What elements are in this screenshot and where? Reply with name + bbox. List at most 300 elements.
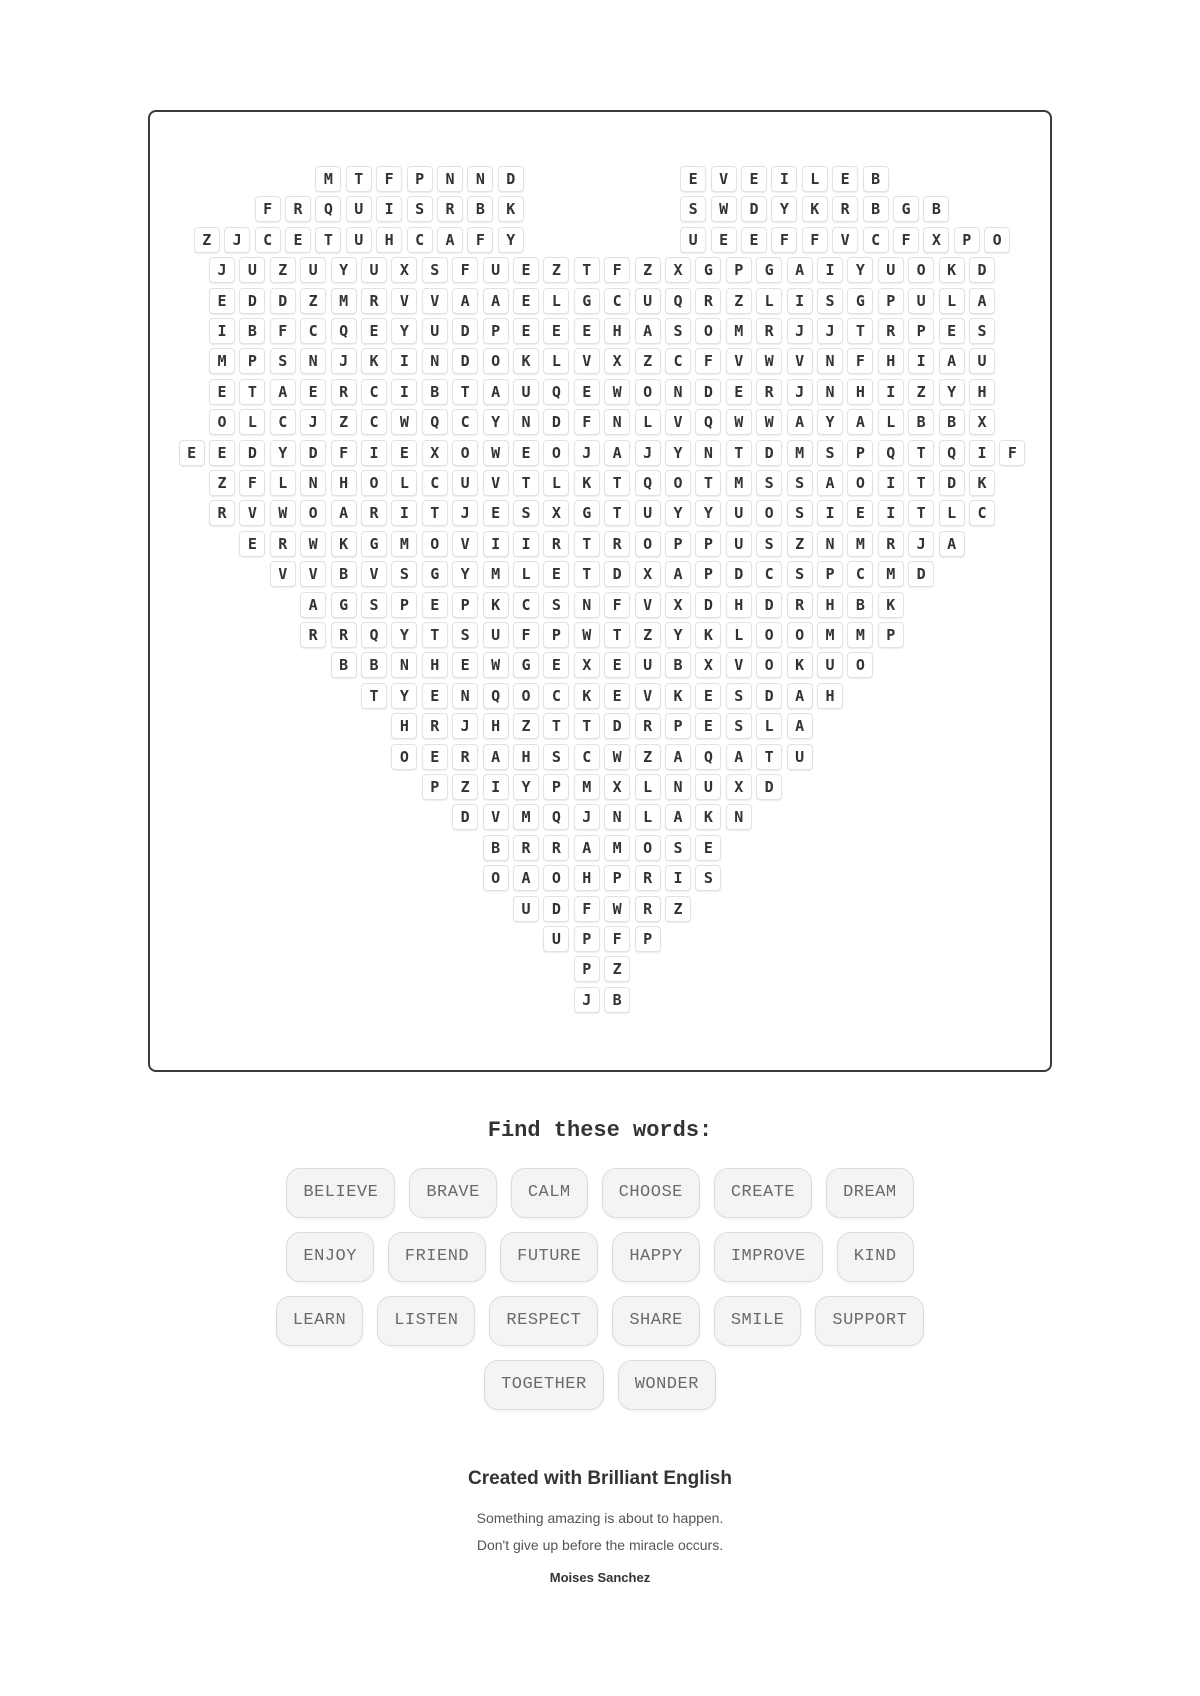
letter-cell[interactable]: H bbox=[513, 744, 539, 770]
letter-cell[interactable]: T bbox=[422, 622, 448, 648]
letter-cell[interactable]: Y bbox=[391, 622, 417, 648]
letter-cell[interactable]: H bbox=[604, 318, 630, 344]
letter-cell[interactable]: V bbox=[361, 561, 387, 587]
letter-cell[interactable]: O bbox=[635, 379, 661, 405]
letter-cell[interactable]: D bbox=[695, 379, 721, 405]
letter-cell[interactable]: P bbox=[239, 348, 265, 374]
letter-cell[interactable]: L bbox=[635, 409, 661, 435]
letter-cell[interactable]: T bbox=[604, 500, 630, 526]
letter-cell[interactable]: O bbox=[847, 652, 873, 678]
letter-cell[interactable]: W bbox=[604, 896, 630, 922]
letter-cell[interactable]: D bbox=[695, 592, 721, 618]
letter-cell[interactable]: R bbox=[832, 196, 858, 222]
letter-cell[interactable]: X bbox=[574, 652, 600, 678]
letter-cell[interactable]: P bbox=[574, 956, 600, 982]
letter-cell[interactable]: P bbox=[847, 440, 873, 466]
letter-cell[interactable]: B bbox=[604, 987, 630, 1013]
letter-cell[interactable]: Y bbox=[498, 227, 524, 253]
letter-cell[interactable]: E bbox=[209, 288, 235, 314]
letter-cell[interactable]: Q bbox=[483, 683, 509, 709]
letter-cell[interactable]: N bbox=[665, 774, 691, 800]
letter-cell[interactable]: E bbox=[939, 318, 965, 344]
letter-cell[interactable]: J bbox=[787, 379, 813, 405]
letter-cell[interactable]: F bbox=[270, 318, 296, 344]
letter-cell[interactable]: J bbox=[452, 713, 478, 739]
letter-cell[interactable]: E bbox=[513, 288, 539, 314]
letter-cell[interactable]: I bbox=[878, 379, 904, 405]
letter-cell[interactable]: M bbox=[787, 440, 813, 466]
letter-cell[interactable]: F bbox=[604, 257, 630, 283]
letter-cell[interactable]: T bbox=[422, 500, 448, 526]
letter-cell[interactable]: Z bbox=[635, 348, 661, 374]
letter-cell[interactable]: H bbox=[376, 227, 402, 253]
letter-cell[interactable]: C bbox=[361, 379, 387, 405]
letter-cell[interactable]: M bbox=[209, 348, 235, 374]
letter-cell[interactable]: B bbox=[863, 166, 889, 192]
letter-cell[interactable]: Q bbox=[635, 470, 661, 496]
letter-cell[interactable]: Y bbox=[665, 440, 691, 466]
letter-cell[interactable]: E bbox=[239, 531, 265, 557]
letter-cell[interactable]: U bbox=[543, 926, 569, 952]
letter-cell[interactable]: R bbox=[695, 288, 721, 314]
letter-cell[interactable]: A bbox=[969, 288, 995, 314]
letter-cell[interactable]: I bbox=[483, 531, 509, 557]
letter-cell[interactable]: A bbox=[665, 804, 691, 830]
letter-cell[interactable]: H bbox=[969, 379, 995, 405]
letter-cell[interactable]: M bbox=[726, 318, 752, 344]
letter-cell[interactable]: S bbox=[407, 196, 433, 222]
letter-cell[interactable]: Z bbox=[452, 774, 478, 800]
letter-cell[interactable]: N bbox=[391, 652, 417, 678]
letter-cell[interactable]: C bbox=[665, 348, 691, 374]
letter-cell[interactable]: Q bbox=[543, 804, 569, 830]
letter-cell[interactable]: C bbox=[407, 227, 433, 253]
letter-cell[interactable]: D bbox=[270, 288, 296, 314]
letter-cell[interactable]: L bbox=[878, 409, 904, 435]
letter-cell[interactable]: E bbox=[513, 440, 539, 466]
letter-cell[interactable]: V bbox=[483, 470, 509, 496]
letter-cell[interactable]: T bbox=[604, 470, 630, 496]
letter-cell[interactable]: M bbox=[331, 288, 357, 314]
letter-cell[interactable]: O bbox=[483, 348, 509, 374]
letter-cell[interactable]: D bbox=[452, 318, 478, 344]
letter-cell[interactable]: B bbox=[939, 409, 965, 435]
letter-cell[interactable]: L bbox=[543, 348, 569, 374]
letter-cell[interactable]: A bbox=[483, 288, 509, 314]
letter-cell[interactable]: J bbox=[787, 318, 813, 344]
letter-cell[interactable]: W bbox=[574, 622, 600, 648]
letter-cell[interactable]: N bbox=[300, 470, 326, 496]
letter-cell[interactable]: D bbox=[756, 592, 782, 618]
letter-cell[interactable]: Z bbox=[604, 956, 630, 982]
letter-cell[interactable]: E bbox=[483, 500, 509, 526]
letter-cell[interactable]: E bbox=[604, 683, 630, 709]
letter-cell[interactable]: L bbox=[756, 713, 782, 739]
letter-cell[interactable]: U bbox=[787, 744, 813, 770]
letter-cell[interactable]: V bbox=[270, 561, 296, 587]
letter-cell[interactable]: O bbox=[483, 865, 509, 891]
letter-cell[interactable]: R bbox=[635, 865, 661, 891]
letter-cell[interactable]: P bbox=[695, 561, 721, 587]
letter-cell[interactable]: E bbox=[680, 166, 706, 192]
letter-cell[interactable]: E bbox=[543, 561, 569, 587]
letter-cell[interactable]: P bbox=[574, 926, 600, 952]
letter-cell[interactable]: T bbox=[695, 470, 721, 496]
letter-cell[interactable]: Z bbox=[635, 257, 661, 283]
letter-cell[interactable]: V bbox=[726, 348, 752, 374]
letter-cell[interactable]: G bbox=[893, 196, 919, 222]
letter-cell[interactable]: U bbox=[726, 500, 752, 526]
letter-cell[interactable]: U bbox=[513, 896, 539, 922]
letter-cell[interactable]: E bbox=[695, 713, 721, 739]
letter-cell[interactable]: D bbox=[604, 713, 630, 739]
letter-cell[interactable]: Y bbox=[665, 500, 691, 526]
letter-cell[interactable]: M bbox=[817, 622, 843, 648]
letter-cell[interactable]: U bbox=[361, 257, 387, 283]
letter-cell[interactable]: S bbox=[361, 592, 387, 618]
letter-cell[interactable]: J bbox=[300, 409, 326, 435]
letter-cell[interactable]: I bbox=[209, 318, 235, 344]
letter-cell[interactable]: O bbox=[756, 500, 782, 526]
letter-cell[interactable]: S bbox=[787, 470, 813, 496]
letter-cell[interactable]: F bbox=[574, 409, 600, 435]
letter-cell[interactable]: G bbox=[847, 288, 873, 314]
letter-cell[interactable]: E bbox=[847, 500, 873, 526]
letter-cell[interactable]: P bbox=[726, 257, 752, 283]
letter-cell[interactable]: Q bbox=[331, 318, 357, 344]
letter-cell[interactable]: K bbox=[695, 804, 721, 830]
letter-cell[interactable]: N bbox=[467, 166, 493, 192]
letter-cell[interactable]: A bbox=[665, 561, 691, 587]
letter-cell[interactable]: E bbox=[741, 227, 767, 253]
letter-cell[interactable]: D bbox=[543, 896, 569, 922]
letter-cell[interactable]: J bbox=[574, 987, 600, 1013]
letter-cell[interactable]: O bbox=[756, 652, 782, 678]
letter-cell[interactable]: O bbox=[543, 865, 569, 891]
letter-cell[interactable]: H bbox=[726, 592, 752, 618]
letter-cell[interactable]: M bbox=[513, 804, 539, 830]
letter-cell[interactable]: U bbox=[513, 379, 539, 405]
letter-cell[interactable]: Q bbox=[695, 744, 721, 770]
letter-cell[interactable]: X bbox=[422, 440, 448, 466]
letter-cell[interactable]: M bbox=[847, 622, 873, 648]
letter-cell[interactable]: R bbox=[422, 713, 448, 739]
letter-cell[interactable]: L bbox=[635, 774, 661, 800]
letter-cell[interactable]: A bbox=[787, 713, 813, 739]
letter-cell[interactable]: T bbox=[847, 318, 873, 344]
letter-cell[interactable]: M bbox=[847, 531, 873, 557]
letter-cell[interactable]: E bbox=[726, 379, 752, 405]
letter-cell[interactable]: Z bbox=[300, 288, 326, 314]
letter-cell[interactable]: K bbox=[498, 196, 524, 222]
letter-cell[interactable]: U bbox=[695, 774, 721, 800]
letter-cell[interactable]: W bbox=[483, 652, 509, 678]
letter-cell[interactable]: C bbox=[361, 409, 387, 435]
letter-cell[interactable]: N bbox=[574, 592, 600, 618]
letter-cell[interactable]: S bbox=[969, 318, 995, 344]
letter-cell[interactable]: P bbox=[543, 622, 569, 648]
letter-cell[interactable]: D bbox=[939, 470, 965, 496]
letter-cell[interactable]: A bbox=[787, 409, 813, 435]
letter-cell[interactable]: E bbox=[209, 379, 235, 405]
letter-cell[interactable]: E bbox=[832, 166, 858, 192]
letter-cell[interactable]: O bbox=[300, 500, 326, 526]
letter-cell[interactable]: P bbox=[391, 592, 417, 618]
letter-cell[interactable]: R bbox=[361, 500, 387, 526]
letter-cell[interactable]: Q bbox=[878, 440, 904, 466]
letter-cell[interactable]: B bbox=[467, 196, 493, 222]
letter-cell[interactable]: D bbox=[604, 561, 630, 587]
letter-cell[interactable]: G bbox=[422, 561, 448, 587]
letter-cell[interactable]: Y bbox=[695, 500, 721, 526]
letter-cell[interactable]: U bbox=[483, 257, 509, 283]
letter-cell[interactable]: O bbox=[543, 440, 569, 466]
letter-cell[interactable]: A bbox=[437, 227, 463, 253]
letter-cell[interactable]: G bbox=[361, 531, 387, 557]
letter-cell[interactable]: C bbox=[452, 409, 478, 435]
letter-cell[interactable]: C bbox=[422, 470, 448, 496]
letter-cell[interactable]: T bbox=[513, 470, 539, 496]
letter-cell[interactable]: H bbox=[391, 713, 417, 739]
letter-cell[interactable]: N bbox=[817, 348, 843, 374]
letter-cell[interactable]: E bbox=[513, 318, 539, 344]
letter-cell[interactable]: Y bbox=[817, 409, 843, 435]
letter-cell[interactable]: R bbox=[300, 622, 326, 648]
letter-cell[interactable]: X bbox=[969, 409, 995, 435]
letter-cell[interactable]: R bbox=[209, 500, 235, 526]
letter-cell[interactable]: X bbox=[604, 348, 630, 374]
letter-cell[interactable]: T bbox=[574, 531, 600, 557]
letter-cell[interactable]: A bbox=[452, 288, 478, 314]
letter-cell[interactable]: U bbox=[969, 348, 995, 374]
letter-cell[interactable]: C bbox=[969, 500, 995, 526]
letter-cell[interactable]: I bbox=[391, 348, 417, 374]
letter-cell[interactable]: I bbox=[665, 865, 691, 891]
letter-cell[interactable]: N bbox=[695, 440, 721, 466]
letter-cell[interactable]: T bbox=[543, 713, 569, 739]
letter-cell[interactable]: O bbox=[787, 622, 813, 648]
letter-cell[interactable]: K bbox=[802, 196, 828, 222]
letter-cell[interactable]: J bbox=[635, 440, 661, 466]
letter-cell[interactable]: W bbox=[756, 409, 782, 435]
letter-cell[interactable]: L bbox=[635, 804, 661, 830]
letter-cell[interactable]: X bbox=[665, 592, 691, 618]
letter-cell[interactable]: P bbox=[483, 318, 509, 344]
letter-cell[interactable]: R bbox=[331, 379, 357, 405]
letter-cell[interactable]: K bbox=[574, 470, 600, 496]
letter-cell[interactable]: D bbox=[543, 409, 569, 435]
letter-cell[interactable]: C bbox=[513, 592, 539, 618]
letter-cell[interactable]: V bbox=[483, 804, 509, 830]
letter-cell[interactable]: A bbox=[635, 318, 661, 344]
letter-cell[interactable]: A bbox=[574, 835, 600, 861]
letter-cell[interactable]: E bbox=[422, 683, 448, 709]
letter-cell[interactable]: N bbox=[817, 531, 843, 557]
letter-cell[interactable]: N bbox=[604, 804, 630, 830]
letter-cell[interactable]: V bbox=[635, 592, 661, 618]
letter-cell[interactable]: L bbox=[726, 622, 752, 648]
letter-cell[interactable]: L bbox=[270, 470, 296, 496]
letter-cell[interactable]: S bbox=[543, 592, 569, 618]
letter-cell[interactable]: Z bbox=[543, 257, 569, 283]
letter-cell[interactable]: S bbox=[270, 348, 296, 374]
letter-cell[interactable]: S bbox=[817, 288, 843, 314]
letter-cell[interactable]: A bbox=[483, 379, 509, 405]
letter-cell[interactable]: G bbox=[331, 592, 357, 618]
letter-cell[interactable]: O bbox=[984, 227, 1010, 253]
letter-cell[interactable]: Y bbox=[391, 318, 417, 344]
letter-cell[interactable]: W bbox=[756, 348, 782, 374]
letter-cell[interactable]: C bbox=[270, 409, 296, 435]
letter-cell[interactable]: L bbox=[756, 288, 782, 314]
letter-cell[interactable]: B bbox=[863, 196, 889, 222]
letter-cell[interactable]: P bbox=[878, 622, 904, 648]
letter-cell[interactable]: E bbox=[391, 440, 417, 466]
letter-cell[interactable]: B bbox=[331, 652, 357, 678]
letter-cell[interactable]: S bbox=[543, 744, 569, 770]
letter-cell[interactable]: J bbox=[209, 257, 235, 283]
letter-cell[interactable]: V bbox=[422, 288, 448, 314]
letter-cell[interactable]: B bbox=[361, 652, 387, 678]
letter-cell[interactable]: C bbox=[756, 561, 782, 587]
letter-cell[interactable]: Y bbox=[483, 409, 509, 435]
letter-cell[interactable]: N bbox=[665, 379, 691, 405]
letter-cell[interactable]: F bbox=[513, 622, 539, 648]
letter-cell[interactable]: T bbox=[756, 744, 782, 770]
letter-cell[interactable]: J bbox=[574, 440, 600, 466]
letter-cell[interactable]: E bbox=[422, 592, 448, 618]
letter-cell[interactable]: N bbox=[817, 379, 843, 405]
letter-cell[interactable]: Q bbox=[665, 288, 691, 314]
letter-cell[interactable]: S bbox=[513, 500, 539, 526]
letter-cell[interactable]: A bbox=[270, 379, 296, 405]
letter-cell[interactable]: E bbox=[543, 318, 569, 344]
letter-cell[interactable]: U bbox=[483, 622, 509, 648]
letter-cell[interactable]: I bbox=[376, 196, 402, 222]
letter-cell[interactable]: V bbox=[832, 227, 858, 253]
letter-cell[interactable]: Z bbox=[635, 744, 661, 770]
letter-cell[interactable]: S bbox=[422, 257, 448, 283]
letter-cell[interactable]: F bbox=[999, 440, 1025, 466]
letter-cell[interactable]: F bbox=[802, 227, 828, 253]
letter-cell[interactable]: U bbox=[452, 470, 478, 496]
letter-cell[interactable]: A bbox=[817, 470, 843, 496]
letter-cell[interactable]: B bbox=[908, 409, 934, 435]
letter-cell[interactable]: Y bbox=[331, 257, 357, 283]
letter-cell[interactable]: E bbox=[741, 166, 767, 192]
letter-cell[interactable]: A bbox=[726, 744, 752, 770]
letter-cell[interactable]: T bbox=[574, 713, 600, 739]
letter-cell[interactable]: K bbox=[878, 592, 904, 618]
letter-cell[interactable]: T bbox=[239, 379, 265, 405]
letter-cell[interactable]: S bbox=[665, 318, 691, 344]
letter-cell[interactable]: D bbox=[498, 166, 524, 192]
letter-cell[interactable]: D bbox=[756, 774, 782, 800]
letter-cell[interactable]: E bbox=[285, 227, 311, 253]
letter-cell[interactable]: I bbox=[513, 531, 539, 557]
letter-cell[interactable]: R bbox=[543, 835, 569, 861]
letter-cell[interactable]: D bbox=[300, 440, 326, 466]
letter-cell[interactable]: D bbox=[969, 257, 995, 283]
letter-cell[interactable]: S bbox=[817, 440, 843, 466]
letter-cell[interactable]: Z bbox=[665, 896, 691, 922]
letter-cell[interactable]: T bbox=[361, 683, 387, 709]
letter-cell[interactable]: S bbox=[665, 835, 691, 861]
letter-cell[interactable]: Z bbox=[635, 622, 661, 648]
letter-cell[interactable]: R bbox=[361, 288, 387, 314]
letter-cell[interactable]: T bbox=[908, 500, 934, 526]
letter-cell[interactable]: V bbox=[452, 531, 478, 557]
letter-cell[interactable]: I bbox=[361, 440, 387, 466]
letter-cell[interactable]: S bbox=[756, 470, 782, 496]
letter-cell[interactable]: J bbox=[817, 318, 843, 344]
letter-cell[interactable]: P bbox=[954, 227, 980, 253]
letter-cell[interactable]: O bbox=[908, 257, 934, 283]
letter-cell[interactable]: F bbox=[893, 227, 919, 253]
letter-cell[interactable]: O bbox=[422, 531, 448, 557]
letter-cell[interactable]: P bbox=[604, 865, 630, 891]
letter-cell[interactable]: X bbox=[635, 561, 661, 587]
letter-cell[interactable]: V bbox=[726, 652, 752, 678]
letter-cell[interactable]: F bbox=[771, 227, 797, 253]
letter-cell[interactable]: K bbox=[513, 348, 539, 374]
letter-cell[interactable]: Y bbox=[513, 774, 539, 800]
letter-cell[interactable]: C bbox=[574, 744, 600, 770]
letter-cell[interactable]: W bbox=[711, 196, 737, 222]
letter-cell[interactable]: U bbox=[878, 257, 904, 283]
letter-cell[interactable]: R bbox=[756, 379, 782, 405]
letter-cell[interactable]: W bbox=[726, 409, 752, 435]
letter-cell[interactable]: Q bbox=[361, 622, 387, 648]
letter-cell[interactable]: R bbox=[635, 896, 661, 922]
letter-cell[interactable]: E bbox=[711, 227, 737, 253]
letter-cell[interactable]: U bbox=[300, 257, 326, 283]
letter-cell[interactable]: C bbox=[604, 288, 630, 314]
letter-cell[interactable]: U bbox=[817, 652, 843, 678]
letter-cell[interactable]: L bbox=[543, 288, 569, 314]
letter-cell[interactable]: S bbox=[726, 713, 752, 739]
letter-cell[interactable]: X bbox=[543, 500, 569, 526]
letter-cell[interactable]: F bbox=[255, 196, 281, 222]
letter-cell[interactable]: O bbox=[209, 409, 235, 435]
letter-cell[interactable]: O bbox=[695, 318, 721, 344]
letter-cell[interactable]: O bbox=[635, 835, 661, 861]
letter-cell[interactable]: Y bbox=[771, 196, 797, 222]
letter-cell[interactable]: X bbox=[604, 774, 630, 800]
letter-cell[interactable]: L bbox=[802, 166, 828, 192]
letter-cell[interactable]: Z bbox=[331, 409, 357, 435]
letter-cell[interactable]: Z bbox=[209, 470, 235, 496]
letter-cell[interactable]: H bbox=[817, 592, 843, 618]
letter-cell[interactable]: X bbox=[665, 257, 691, 283]
letter-cell[interactable]: D bbox=[908, 561, 934, 587]
letter-cell[interactable]: M bbox=[574, 774, 600, 800]
letter-cell[interactable]: R bbox=[756, 318, 782, 344]
letter-cell[interactable]: P bbox=[665, 531, 691, 557]
letter-cell[interactable]: Q bbox=[939, 440, 965, 466]
letter-cell[interactable]: G bbox=[513, 652, 539, 678]
letter-cell[interactable]: D bbox=[452, 348, 478, 374]
letter-cell[interactable]: N bbox=[726, 804, 752, 830]
letter-cell[interactable]: B bbox=[847, 592, 873, 618]
letter-cell[interactable]: W bbox=[270, 500, 296, 526]
letter-cell[interactable]: U bbox=[726, 531, 752, 557]
letter-cell[interactable]: Q bbox=[315, 196, 341, 222]
letter-cell[interactable]: Y bbox=[452, 561, 478, 587]
letter-cell[interactable]: E bbox=[300, 379, 326, 405]
letter-cell[interactable]: V bbox=[787, 348, 813, 374]
letter-cell[interactable]: E bbox=[574, 379, 600, 405]
